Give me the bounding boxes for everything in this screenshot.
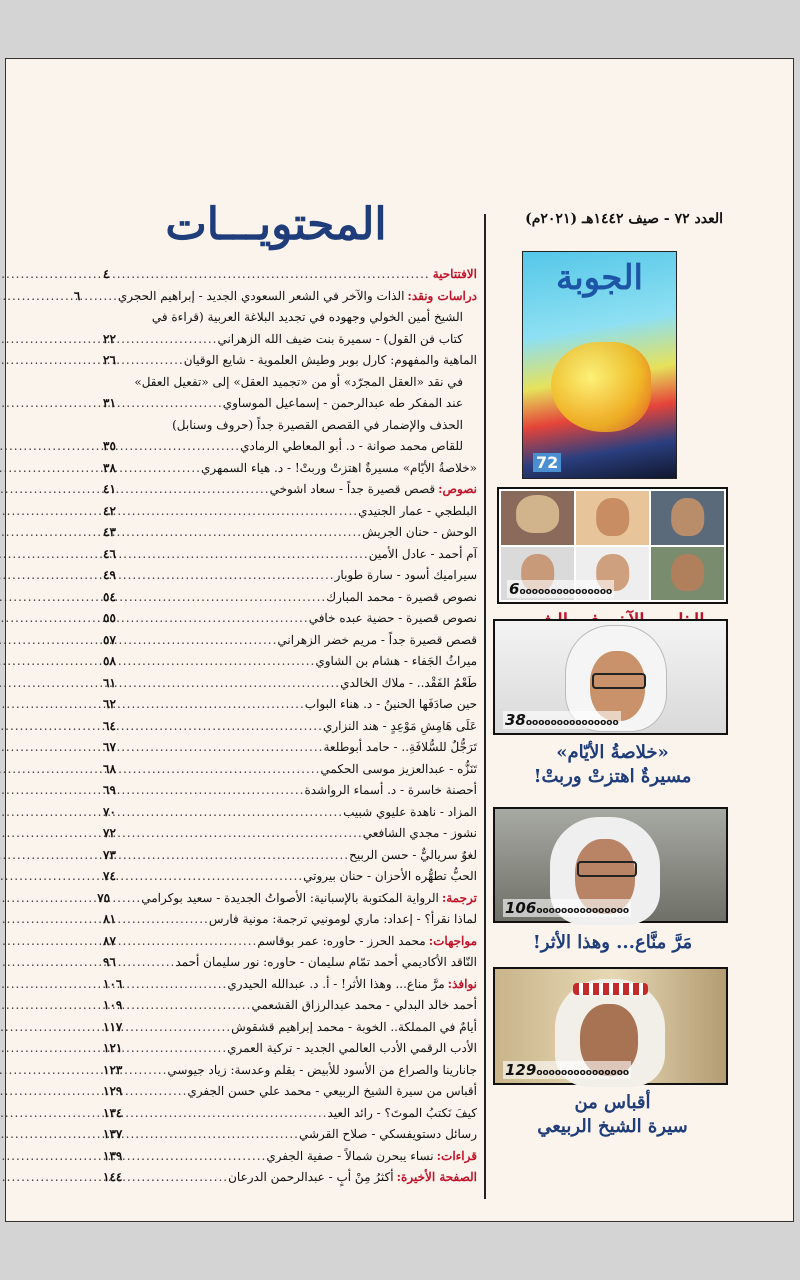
toc-leader-dots xyxy=(133,501,358,523)
toc-entry xyxy=(97,888,477,910)
toc-entry xyxy=(101,1081,477,1103)
toc-entry-title: مرَّ مناع... وهذا الأثر! - أ. د. عبدالله الحيدري xyxy=(227,976,445,991)
feature-caption xyxy=(495,741,730,790)
toc-entry-title: جانارينا والصراع من الأسود للأبيض - بقلم وعدسة: زياد جيوسي xyxy=(167,1062,477,1077)
toc-page-number: ٧٠ xyxy=(103,804,116,819)
toc-entry xyxy=(73,286,477,308)
toc-entry-title: في نقد «العقل المجرّد» أو من «تجميد العقل» إلى «تفعيل العقل» xyxy=(134,374,463,389)
toc-entry xyxy=(101,1038,477,1060)
toc-entry-title: الشيخ أمين الخولي وجهوده في تجديد البلاغة العربية (قراءة في xyxy=(151,310,463,324)
toc-page-number: ٤٦ xyxy=(103,546,116,561)
toc-leader-dots xyxy=(133,544,369,566)
toc-leader-dots xyxy=(133,909,209,931)
toc-page-number: ٤٣ xyxy=(103,525,116,539)
toc-entry-title: تَنَزُّه - عبدالعزيز موسى الحكمي xyxy=(320,761,477,776)
toc-leader-dots xyxy=(133,522,362,544)
feature-caption xyxy=(495,1091,730,1140)
toc-page-number: ١٣٧ xyxy=(103,1127,123,1141)
toc-leader-dots xyxy=(133,952,175,974)
toc-entry xyxy=(101,436,477,458)
toc-entry-title: تَرَجُّلٌ للسُّلافَةِ.. - حامد أبوطلعة xyxy=(323,740,477,754)
toc-entry-title: كيفَ نَكتبُ الموتَ؟ - رائد العيد xyxy=(327,1105,477,1120)
toc-entry xyxy=(101,415,477,437)
toc-leader-dots xyxy=(133,608,309,630)
cover-issue-number: 72 xyxy=(533,453,561,472)
toc-page-number: ١١٧ xyxy=(103,1019,123,1034)
toc-entry-title: للقاص محمد صوانة - د. أبو المعاطي الرمادي xyxy=(240,439,463,453)
toc-entry xyxy=(101,608,477,630)
toc-leader-dots xyxy=(133,350,184,372)
toc-page-number: ١٢٩ xyxy=(103,1084,123,1098)
page-title: المحتويـــات xyxy=(165,199,387,250)
toc-entry-title: نساء يبحرن شمالاً - صفية الجفري xyxy=(266,1148,434,1163)
toc-page-number: ٦٩ xyxy=(103,783,116,797)
toc-leader-dots xyxy=(133,393,223,415)
toc-leader-dots xyxy=(133,1017,231,1039)
toc-entry-title: الوحش - حنان الجريش xyxy=(362,525,477,539)
portrait-photo xyxy=(501,491,574,545)
toc-entry-title: قصص قصيرة جداً - مريم خضر الزهراني xyxy=(277,632,477,647)
toc-entry xyxy=(101,1017,477,1039)
toc-leader-dots xyxy=(133,1124,299,1146)
toc-page-number: ٥٥ xyxy=(103,611,116,625)
toc-entry-title: الحبُّ تطهُّره الأحزان - حنان بيروتي xyxy=(303,869,477,883)
toc-leader-dots xyxy=(133,1103,327,1125)
toc-entry xyxy=(101,802,477,824)
toc-entry-title: الذات والآخر في الشعر السعودي الجديد - إبراهيم الحجري xyxy=(117,288,405,303)
toc-entry xyxy=(101,909,477,931)
toc-page-number: ٢٢ xyxy=(103,331,116,346)
toc-entry xyxy=(101,673,477,695)
toc-page-number: ٦٨ xyxy=(103,761,116,776)
toc-entry-title: محمد الحرز - حاوره: عمر بوقاسم xyxy=(257,933,426,948)
toc-entry-title: عَلَى هَامِشِ مَوْعِدٍ - هند النزاري xyxy=(322,718,477,733)
toc-leader-dots xyxy=(133,329,217,351)
toc-leader-dots xyxy=(133,1060,167,1082)
toc-entry xyxy=(101,501,477,523)
toc-leader-dots xyxy=(133,845,349,867)
toc-section-label: الافتتاحية xyxy=(432,267,477,281)
toc-entry xyxy=(101,264,477,286)
toc-entry xyxy=(101,393,477,415)
toc-page-number: ٤١ xyxy=(103,482,116,496)
toc-page-number: ١٠٦ xyxy=(103,976,123,991)
toc-leader-dots xyxy=(133,995,251,1017)
toc-entry xyxy=(101,1167,477,1189)
toc-page-number: ٥٤ xyxy=(103,589,116,604)
caption-line: «خلاصةُ الأيّام» xyxy=(556,742,669,763)
toc-entry xyxy=(101,479,477,501)
toc-entry-title: الرواية المكتوبة بالإسبانية: الأصواتُ الجديدة - سعيد بوكرامي xyxy=(141,890,439,905)
toc-page-number: ٩٦ xyxy=(103,955,116,969)
toc-leader-dots xyxy=(133,802,343,824)
toc-entry-title: لماذا نقرأ؟ - إعداد: ماري لومونيي ترجمة: مونية فارس xyxy=(208,912,477,926)
toc-leader-dots xyxy=(133,264,430,286)
toc-leader-dots xyxy=(133,866,303,888)
toc-entry-title: لغوٌ سرياليٌّ - حسن الربيح xyxy=(349,847,477,862)
toc-page-number: ٣١ xyxy=(103,396,116,410)
toc-entry-title: المزاد - ناهدة عليوي شبيب xyxy=(343,804,477,819)
toc-leader-dots xyxy=(133,1167,228,1189)
toc-leader-dots xyxy=(133,1038,227,1060)
toc-entry xyxy=(101,458,477,480)
toc-page-number: ١٢١ xyxy=(103,1041,123,1055)
toc-leader-dots xyxy=(104,286,118,308)
toc-page-number: ١٣٤ xyxy=(103,1105,123,1120)
toc-page-number: ٨١ xyxy=(103,912,116,926)
toc-leader-dots xyxy=(133,780,304,802)
toc-entry-title: حين صادَفَها الحنينُ - د. هناء البواب xyxy=(304,697,477,711)
toc-entry xyxy=(101,974,477,996)
toc-section-label: نوافذ: xyxy=(447,976,477,991)
toc-entry xyxy=(101,522,477,544)
toc-page-number: ٦٤ xyxy=(103,718,116,733)
toc-entry xyxy=(101,587,477,609)
table-of-contents xyxy=(73,264,477,1189)
toc-entry xyxy=(101,544,477,566)
toc-leader-dots xyxy=(133,651,315,673)
toc-page-number: ١٢٣ xyxy=(103,1062,123,1077)
toc-entry xyxy=(101,329,477,351)
toc-entry xyxy=(101,845,477,867)
toc-entry-title: نصوص قصيرة - محمد المبارك xyxy=(326,589,477,604)
toc-entry-title: طَعْمُ الفَقْد.. - ملاك الخالدي xyxy=(340,675,477,690)
feature-caption xyxy=(495,931,730,955)
page-tag: 38 ooooooooooooooo xyxy=(503,711,621,729)
toc-entry-title: قصص قصيرة جداً - سعاد اشوخي xyxy=(269,482,436,496)
cover-artwork xyxy=(551,342,651,432)
toc-entry-title: الحذف والإضمار في القصص القصيرة جداً (حروف وسنابل) xyxy=(172,417,463,432)
toc-page-number: ٨٧ xyxy=(103,933,116,948)
toc-page-number: ٦٢ xyxy=(103,697,116,711)
toc-entry-title: رسائل دستويفسكي - صلاح القرشي xyxy=(298,1127,477,1141)
toc-leader-dots xyxy=(133,716,323,738)
toc-entry-title: أيامٌ في المملكة.. الخوبة - محمد إبراهيم قشقوش xyxy=(231,1019,477,1034)
toc-page-number: ١٣٩ xyxy=(103,1148,123,1163)
toc-entry-title: «خلاصةُ الأيّام» مسيرةٌ اهتزتْ وربتْ! - د. هياء السمهري xyxy=(200,460,477,475)
feature-photo-collage xyxy=(497,487,728,604)
portrait-photo xyxy=(576,491,649,545)
toc-leader-dots xyxy=(133,479,270,501)
toc-entry xyxy=(101,931,477,953)
toc-leader-dots xyxy=(133,737,324,759)
toc-entry xyxy=(101,716,477,738)
toc-leader-dots xyxy=(133,436,240,458)
page-tag: 6 ooooooooooooooo xyxy=(507,580,614,598)
toc-entry-title: أحصنة خاسرة - د. أسماء الرواشدة xyxy=(304,783,477,797)
toc-entry xyxy=(101,780,477,802)
toc-page-number: ٥٨ xyxy=(103,654,116,668)
toc-page-number: ٤٢ xyxy=(103,503,116,518)
toc-page-number: ١٤٤ xyxy=(103,1170,123,1184)
toc-entry-title: ميراثُ الجَفاء - هشام بن الشاوي xyxy=(315,654,477,668)
cover-logo: الجوبة xyxy=(555,258,643,298)
toc-page-number: ٧٥ xyxy=(97,890,111,905)
toc-entry xyxy=(101,952,477,974)
toc-entry-title: سيراميك أسود - سارة طوبار xyxy=(334,568,477,582)
toc-section-label: ترجمة: xyxy=(441,890,477,905)
toc-entry xyxy=(101,737,477,759)
page-tag: 106 ooooooooooooooo xyxy=(503,899,631,917)
toc-entry xyxy=(101,1146,477,1168)
toc-page-number: ٣٥ xyxy=(103,439,116,453)
toc-entry-title: الماهية والمفهوم: كارل بوبر وطيش العلموية - شايع الوقيان xyxy=(183,353,477,367)
toc-entry-title: كتاب فن القول) - سميرة بنت ضيف الله الزهراني xyxy=(217,331,463,346)
toc-leader-dots xyxy=(133,1146,266,1168)
toc-leader-dots xyxy=(133,630,277,652)
toc-entry-title: نشوز - مجدي الشافعي xyxy=(362,826,477,840)
feature-photo xyxy=(493,807,728,923)
toc-section-label: الصفحة الأخيرة: xyxy=(396,1170,477,1184)
page-tag: 129 ooooooooooooooo xyxy=(503,1061,631,1079)
toc-entry xyxy=(101,823,477,845)
toc-entry-title: أقباس من سيرة الشيخ الربيعي - محمد علي حسن الجفري xyxy=(187,1084,477,1098)
toc-page-number: ٧٢ xyxy=(103,826,116,840)
toc-entry xyxy=(101,630,477,652)
toc-section-label: نصوص: xyxy=(438,482,477,496)
toc-page-number: ٥٧ xyxy=(103,632,116,647)
toc-section-label: قراءات: xyxy=(436,1148,477,1163)
toc-entry-title: عند المفكر طه عبدالرحمن - إسماعيل الموساوي xyxy=(222,396,463,410)
toc-entry xyxy=(101,866,477,888)
toc-page-number: ٦ xyxy=(73,288,81,303)
toc-leader-dots xyxy=(133,974,227,996)
toc-entry-title: أكثرُ مِنْ أبٍ - عبدالرحمن الدرعان xyxy=(228,1170,394,1184)
toc-leader-dots xyxy=(133,823,363,845)
toc-page-number: ٤٩ xyxy=(103,568,116,582)
toc-leader-dots xyxy=(127,888,141,910)
toc-entry xyxy=(101,350,477,372)
issue-line: العدد ٧٢ - صيف ١٤٤٢هـ (٢٠٢١م) xyxy=(525,211,723,227)
caption-line: أقباس من xyxy=(574,1092,651,1113)
toc-page-number: ٧٤ xyxy=(103,869,116,883)
toc-entry xyxy=(101,759,477,781)
toc-leader-dots xyxy=(133,931,257,953)
toc-leader-dots xyxy=(133,565,335,587)
feature-photo xyxy=(493,619,728,735)
toc-entry xyxy=(101,1060,477,1082)
toc-leader-dots xyxy=(133,759,320,781)
toc-leader-dots xyxy=(133,458,201,480)
toc-leader-dots xyxy=(133,587,326,609)
caption-line: مَرَّ منَّاع... وهذا الأثر! xyxy=(532,932,693,953)
toc-entry xyxy=(101,1124,477,1146)
toc-entry xyxy=(101,694,477,716)
toc-entry-title: أحمد خالد البدلي - محمد عبدالرزاق القشعمي xyxy=(251,998,477,1012)
toc-page-number: ٧٣ xyxy=(103,847,116,862)
magazine-cover xyxy=(522,251,677,479)
toc-entry xyxy=(101,565,477,587)
magazine-page xyxy=(5,58,794,1222)
toc-entry-title: الأدب الرقمي الأدب العالمي الجديد - تركية العمري xyxy=(227,1041,477,1055)
toc-entry xyxy=(101,372,477,394)
toc-leader-dots xyxy=(133,673,340,695)
toc-leader-dots xyxy=(133,694,305,716)
feature-photo xyxy=(493,967,728,1085)
column-divider xyxy=(484,214,486,1199)
caption-line: مسيرةٌ اهتزتْ وربتْ! xyxy=(533,766,692,788)
portrait-photo xyxy=(651,491,724,545)
toc-page-number: ٤ xyxy=(103,267,110,281)
caption-line: سيرة الشيخ الربيعي xyxy=(537,1116,688,1138)
toc-entry-title: البلطجي - عمار الجنيدي xyxy=(358,503,477,518)
toc-page-number: ٦٧ xyxy=(103,740,116,754)
toc-entry xyxy=(101,307,477,329)
toc-entry-title: نصوص قصيرة - حضية عبده خافي xyxy=(308,611,477,625)
toc-entry-title: النّاقد الأكاديمي أحمد تمّام سليمان - حاوره: نور سليمان أحمد xyxy=(175,955,477,969)
toc-page-number: ٢٦ xyxy=(103,353,116,367)
toc-page-number: ٦١ xyxy=(103,675,116,690)
toc-entry-title: آم أحمد - عادل الأمين xyxy=(368,546,477,561)
toc-entry xyxy=(101,1103,477,1125)
toc-page-number: ١٠٩ xyxy=(103,998,123,1012)
toc-leader-dots xyxy=(133,1081,187,1103)
toc-entry xyxy=(101,651,477,673)
toc-section-label: مواجهات: xyxy=(428,933,477,948)
toc-entry xyxy=(101,995,477,1017)
portrait-photo xyxy=(651,547,724,601)
toc-page-number: ٣٨ xyxy=(103,460,116,475)
toc-section-label: دراسات ونقد: xyxy=(407,288,477,303)
